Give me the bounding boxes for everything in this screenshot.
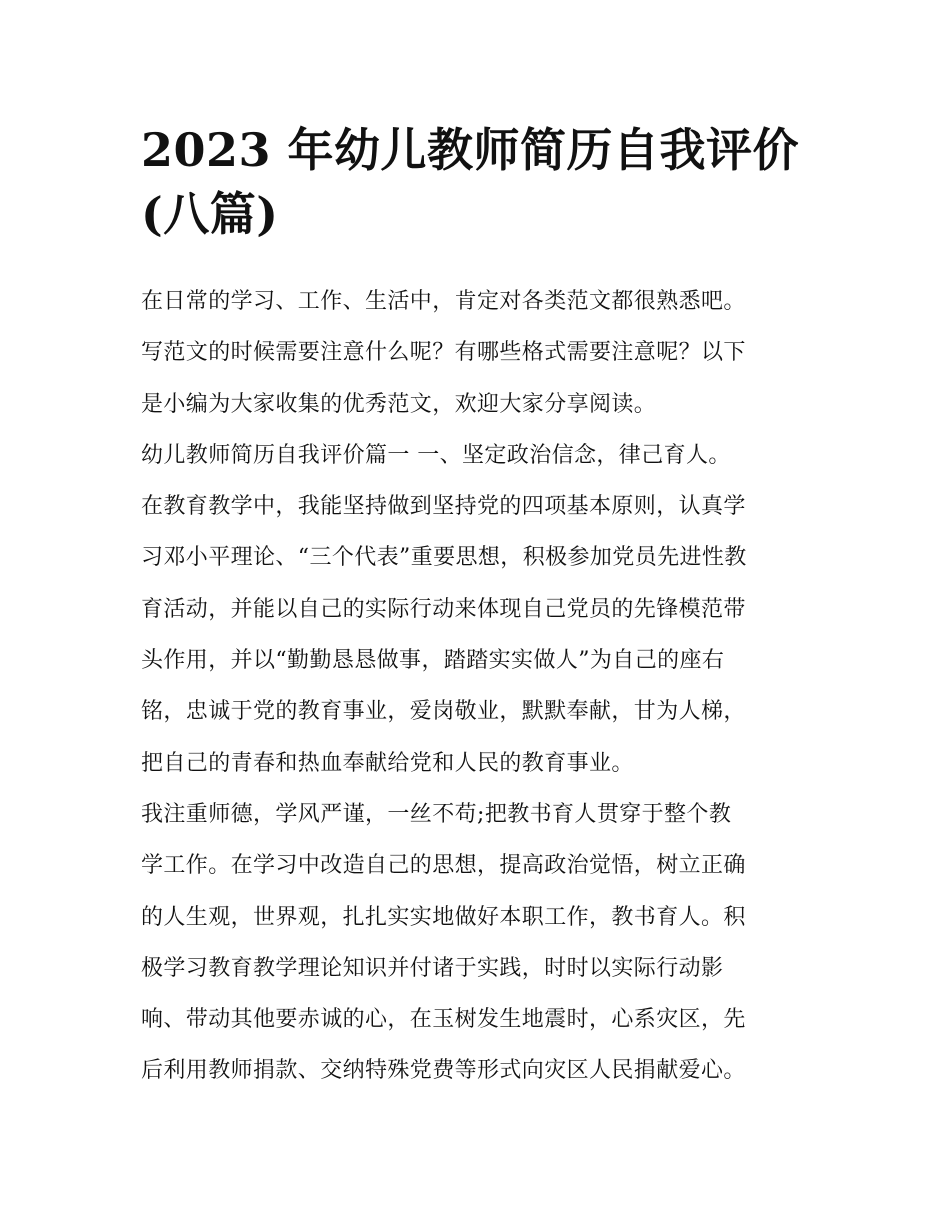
body-line: 育活动，并能以自己的实际行动来体现自己党员的先锋模范带 xyxy=(141,596,746,622)
body-line: 铭，忠诚于党的教育事业，爱岗敬业，默默奉献，甘为人梯， xyxy=(141,699,746,725)
body-line: 后利用教师捐款、交纳特殊党费等形式向灾区人民捐献爱心。 xyxy=(141,1058,746,1084)
body-line: 学工作。在学习中改造自己的思想，提高政治觉悟，树立正确 xyxy=(141,853,746,879)
body-line: 头作用，并以“勤勤恳恳做事，踏踏实实做人”为自己的座右 xyxy=(141,648,725,674)
body-line: 写范文的时候需要注意什么呢？有哪些格式需要注意呢？以下 xyxy=(141,340,746,366)
title-line: 2023 年幼儿教师简历自我评价 xyxy=(141,123,800,177)
body-line: 习邓小平理论、“三个代表”重要思想，积极参加党员先进性教 xyxy=(141,545,747,571)
body-line: 幼儿教师简历自我评价篇一 一、坚定政治信念，律己育人。 xyxy=(141,442,731,468)
document-body xyxy=(141,276,821,1097)
body-line: 极学习教育教学理论知识并付诸于实践，时时以实际行动影 xyxy=(141,955,724,981)
body-line: 在日常的学习、工作、生活中，肯定对各类范文都很熟悉吧。 xyxy=(141,289,746,314)
title-line: (八篇) xyxy=(141,187,279,241)
body-line: 在教育教学中，我能坚持做到坚持党的四项基本原则，认真学 xyxy=(141,494,746,520)
body-line: 把自己的青春和热血奉献给党和人民的教育事业。 xyxy=(141,750,634,776)
body-line: 响、带动其他要赤诚的心，在玉树发生地震时，心系灾区，先 xyxy=(141,1007,746,1033)
document-title xyxy=(141,118,821,246)
body-line: 我注重师德，学风严谨，一丝不苟;把教书育人贯穿于整个教 xyxy=(141,801,732,827)
body-line: 的人生观，世界观，扎扎实实地做好本职工作，教书育人。积 xyxy=(141,904,746,930)
body-line: 是小编为大家收集的优秀范文，欢迎大家分享阅读。 xyxy=(141,391,657,417)
